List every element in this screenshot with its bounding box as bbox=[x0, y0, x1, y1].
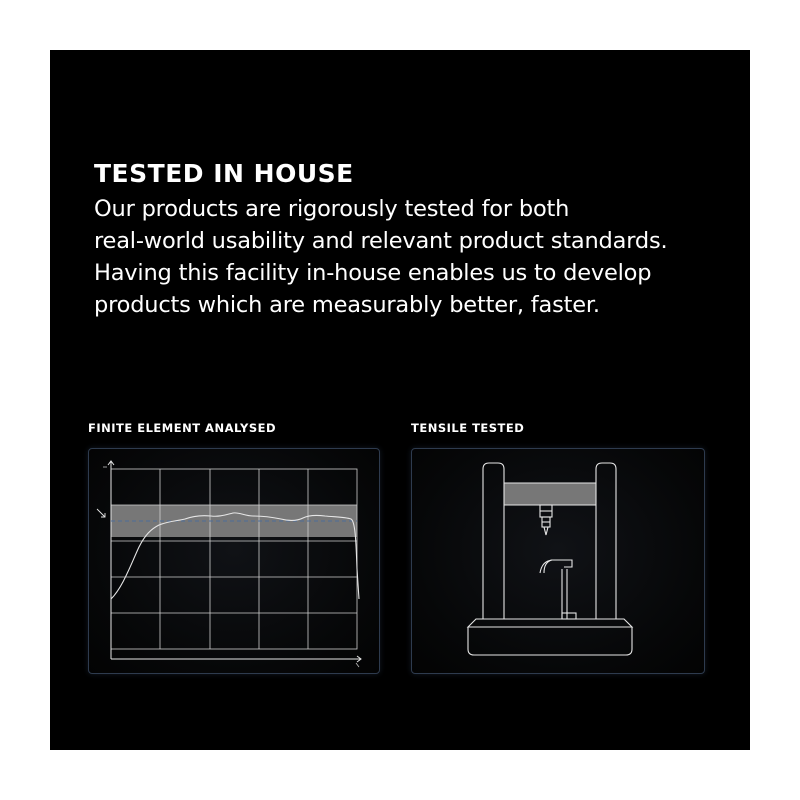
finite-element-card bbox=[88, 448, 380, 674]
section-title: TESTED IN HOUSE bbox=[94, 159, 354, 188]
description-line: products which are measurably better, faster. bbox=[94, 292, 600, 318]
description-line: Having this facility in-house enables us to develop bbox=[94, 260, 652, 286]
crossbeam bbox=[504, 483, 596, 505]
tensile-tested-label: TENSILE TESTED bbox=[411, 421, 525, 435]
right-column bbox=[596, 463, 616, 619]
graph-axes bbox=[108, 461, 361, 662]
tensile-tested-card bbox=[411, 448, 705, 674]
section-description bbox=[94, 193, 734, 321]
base-platform bbox=[468, 627, 632, 655]
tensile-machine-icon bbox=[412, 449, 706, 675]
description-line: real-world usability and relevant product standards. bbox=[94, 228, 668, 254]
description-line: Our products are rigorously tested for both bbox=[94, 196, 570, 222]
feature-panel bbox=[50, 50, 750, 750]
reference-pointer bbox=[97, 509, 105, 517]
stress-graph-icon bbox=[89, 449, 381, 675]
specimen-rod bbox=[562, 569, 567, 619]
left-column bbox=[483, 463, 504, 619]
graph-grid bbox=[111, 469, 357, 649]
finite-element-label: FINITE ELEMENT ANALYSED bbox=[88, 421, 277, 435]
